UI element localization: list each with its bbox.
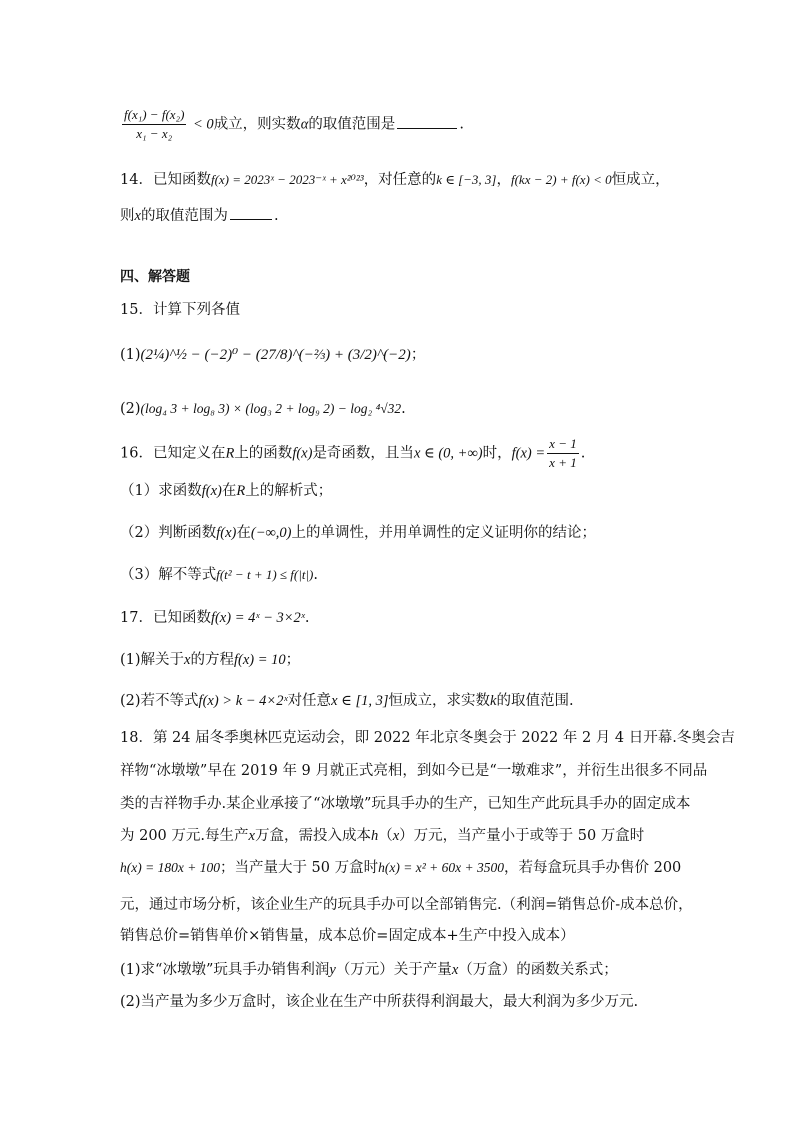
q18-line5-mid: ；当产量大于 50 万盒时: [219, 860, 379, 876]
q18-line4-prefix: 为 200 万元.每生产: [120, 828, 249, 844]
q17-part2-k: k: [490, 693, 497, 709]
q17-part2-mid: 对任意: [287, 693, 332, 709]
q15-part2: [120, 400, 406, 418]
q17-end: .: [304, 610, 310, 626]
q16-sub3-expr: f(t² − t + 1) ≤ f(|t|): [216, 567, 314, 582]
q18-line5-end: ，若每盒玩具手办售价 200: [503, 860, 682, 876]
q18-part1-prefix: (1)求“冰墩墩”玩具手办销售利润: [120, 962, 330, 978]
q17-title: [120, 609, 309, 627]
q14-line2-var: x: [134, 208, 141, 224]
q16-mid2: 是奇函数，且当: [312, 445, 414, 462]
q18-line3: 类的吉祥物手办.某企业承接了“冰墩墩”玩具手办的生产，已知生产此玩具手办的固定成本: [120, 796, 691, 812]
q16-def-end: .: [580, 445, 586, 462]
q13-tail: [120, 107, 464, 142]
section-title: 四、解答题: [120, 269, 190, 285]
q15-part1-expr: (2¼)^½ − (−2)⁰ − (27/8)^(−⅔) + (3/2)^(−2): [140, 347, 411, 363]
q17-part1-eq: f(x) = 10: [233, 652, 286, 668]
q14-domain: k ∈ [−3, 3]: [436, 172, 497, 187]
q13-text2: 的取值范围是: [308, 116, 396, 133]
q17-part1-mid: 的方程: [190, 652, 234, 668]
q18-line4: [120, 827, 644, 845]
q16-sub2: [120, 524, 596, 542]
q13-frac-denominator: x₁ − x₂: [136, 126, 173, 141]
q13-end: .: [459, 116, 464, 133]
q16-sub1-R: R: [236, 483, 246, 499]
q16-sub1: [120, 482, 332, 500]
q16-sub2-end: 上的单调性，并用单调性的定义证明你的结论；: [291, 525, 597, 541]
q16-condition: x ∈ (0, +∞): [413, 445, 483, 462]
q18-line4-mid2: （: [378, 828, 393, 844]
q13-var: α: [300, 116, 309, 133]
q18-line4-end: ）万元，当产量小于或等于 50 万盒时: [399, 828, 645, 844]
q15-part2-end: .: [401, 401, 406, 417]
q18-line4-x: x: [248, 828, 255, 844]
q18-line6: 元，通过市场分析，该企业生产的玩具手办可以全部销售完.（利润=销售总价-成本总价，: [120, 897, 693, 913]
q16-sub2-mid: 在: [236, 525, 251, 541]
q13-text: 成立，则实数: [213, 116, 301, 133]
q17-part1-x: x: [184, 652, 191, 668]
q18-line4-h: h: [370, 828, 379, 844]
q14-line2-text: 的取值范围为: [140, 208, 228, 224]
q15-part1: [120, 346, 425, 364]
q13-answer-blank[interactable]: [397, 127, 457, 129]
q16-sub1-label: （1）求函数: [120, 483, 202, 499]
q15-part2-label: (2): [120, 401, 141, 417]
q17-part2-ineq: f(x) > k − 4×2ˣ: [198, 693, 288, 709]
q17-part2: [120, 692, 574, 710]
q14-prefix: 14．已知函数: [120, 172, 211, 188]
q17-part1: [120, 651, 300, 669]
q16-sub3: [120, 566, 318, 584]
q18-line5-eq2: h(x) = x² + 60x + 3500: [378, 860, 504, 875]
q16-sub2-fx: f(x): [216, 525, 237, 541]
q15-part1-end: ；: [410, 347, 426, 363]
q16-sub3-label: （3）解不等式: [120, 567, 217, 583]
q17-part2-label: (2)若不等式: [120, 693, 199, 709]
q18-part1-end: （万盒）的函数关系式；: [458, 962, 618, 978]
q18-line4-x2: x: [392, 828, 400, 844]
q16-fx: f(x): [292, 445, 313, 462]
q17-part2-domain: x ∈ [1, 3]: [331, 693, 389, 709]
q15-title: 15．计算下列各值: [120, 302, 240, 318]
q18-part1: [120, 961, 618, 979]
q18-line5: [120, 859, 681, 877]
q18-part2: (2)当产量为多少万盒时，该企业在生产中所获得利润最大，最大利润为多少万元.: [120, 994, 639, 1010]
q17-part2-end: 的取值范围.: [496, 693, 574, 709]
q16-mid: 上的函数: [234, 445, 293, 462]
q17-prefix: 17．已知函数: [120, 610, 211, 626]
q16-mid3: 时，: [482, 445, 512, 462]
q18-line2: 祥物“冰墩墩”早在 2019 年 9 月就正式亮相，到如今已是“一墩难求”，并衍生出很多不同品: [120, 763, 708, 779]
q15-part2-expr: (log₄ 3 + log₈ 3) × (log₃ 2 + log₉ 2) − log₂ ⁴√32: [140, 401, 402, 416]
q15-part1-label: (1): [120, 347, 141, 363]
q14-answer-blank[interactable]: [230, 218, 272, 220]
q13-condition: < 0: [193, 116, 214, 133]
q16-sub1-end: 上的解析式；: [245, 483, 333, 499]
q14-function: f(x) = 2023ˣ − 2023⁻ˣ + x²⁰²³: [210, 172, 364, 187]
q16-def-fraction: [547, 436, 579, 471]
q16-sub2-label: （2）判断函数: [120, 525, 217, 541]
q14-end: 恒成立，: [611, 172, 670, 188]
q18-line7: 销售总价=销售单价×销售量，成本总价=固定成本+生产中投入成本）: [120, 928, 575, 944]
q18-part1-x: x: [451, 962, 459, 978]
q14-mid2: ，: [496, 172, 511, 188]
q14-line2: [120, 207, 279, 225]
q13-frac-numerator: f(x₁) − f(x₂): [122, 107, 186, 125]
q16-prefix: 16．已知定义在: [120, 445, 226, 462]
q18-line1: 18．第 24 届冬季奥林匹克运动会，即 2022 年北京冬奥会于 2022 年 2 月 4 日开幕.冬奥会吉: [120, 730, 735, 746]
q18-line5-eq1: h(x) = 180x + 100: [120, 860, 220, 875]
q16-sub1-fx: f(x): [201, 483, 222, 499]
q16-R: R: [225, 445, 235, 462]
q17-function: f(x) = 4ˣ − 3×2ˣ: [210, 610, 305, 626]
q14-inequality: f(kx − 2) + f(x) < 0: [510, 172, 612, 187]
q16-sub2-interval: (−∞,0): [250, 525, 292, 541]
q18-part1-y: y: [329, 962, 336, 978]
q14-line2-prefix: 则: [120, 208, 135, 224]
q17-part1-end: ；: [285, 652, 301, 668]
q16-sub1-mid: 在: [221, 483, 237, 499]
q13-fraction: [122, 107, 186, 142]
q14-mid: ，对任意的: [363, 172, 437, 188]
q18-part1-mid: （万元）关于产量: [335, 962, 452, 978]
q16-sub3-end: .: [313, 567, 318, 583]
q17-part2-mid2: 恒成立，求实数: [388, 693, 491, 709]
q17-part1-label: (1)解关于: [120, 652, 185, 668]
q16-def-denominator: x + 1: [549, 455, 577, 470]
q16-title: [120, 436, 585, 471]
q14-line2-end: .: [273, 208, 279, 224]
q16-def-numerator: x − 1: [547, 436, 579, 454]
q14-line1: [120, 171, 670, 189]
q16-def-lhs: f(x) =: [511, 445, 546, 462]
q18-line4-mid: 万盒，需投入成本: [254, 828, 371, 844]
